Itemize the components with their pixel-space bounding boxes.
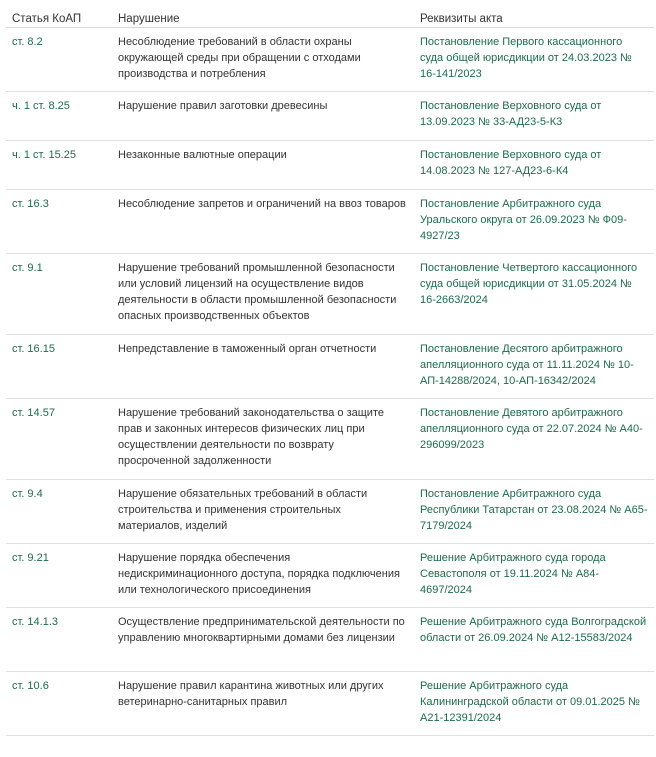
table-row [6,543,654,607]
violation-cell: Несоблюдение требований в области охраны окружающей среды при обращении с отходами производства и потребления [112,27,414,91]
article-cell: ч. 1 ст. 15.25 [6,140,112,189]
article-cell: ст. 16.3 [6,189,112,253]
table-row [6,398,654,479]
table-row [6,140,654,189]
act-link[interactable]: Постановление Девятого арбитражного апелляционного суда от 22.07.2024 № А40-296099/2023 [414,398,654,479]
article-cell: ст. 16.15 [6,334,112,398]
article-cell: ст. 9.4 [6,479,112,543]
act-link[interactable]: Постановление Четвертого кассационного суда общей юрисдикции от 31.05.2024 № 16-2663/2024 [414,253,654,334]
article-cell: ст. 14.57 [6,398,112,479]
table-row [6,671,654,735]
act-link[interactable]: Постановление Десятого арбитражного апелляционного суда от 11.11.2024 № 10-АП-14288/2024, 10-АП-16342/2024 [414,334,654,398]
table-row [6,189,654,253]
article-cell: ст. 10.6 [6,671,112,735]
table-header-row [6,0,654,27]
act-link[interactable]: Решение Арбитражного суда Калининградской области от 09.01.2025 № А21-12391/2024 [414,671,654,735]
act-link[interactable]: Постановление Первого кассационного суда общей юрисдикции от 24.03.2023 № 16-141/2023 [414,27,654,91]
article-cell: ст. 14.1.3 [6,607,112,671]
header-act: Реквизиты акта [414,0,654,27]
act-link[interactable]: Решение Арбитражного суда города Севастополя от 19.11.2024 № А84-4697/2024 [414,543,654,607]
violation-cell: Нарушение обязательных требований в области строительства и применения строительных материалов, изделий [112,479,414,543]
article-cell: ч. 1 ст. 8.25 [6,91,112,140]
table-row [6,91,654,140]
act-link[interactable]: Постановление Арбитражного суда Республики Татарстан от 23.08.2024 № А65-7179/2024 [414,479,654,543]
header-violation: Нарушение [112,0,414,27]
header-article: Статья КоАП [6,0,112,27]
violation-cell: Несоблюдение запретов и ограничений на ввоз товаров [112,189,414,253]
table-row [6,479,654,543]
violation-cell: Нарушение правил карантина животных или других ветеринарно-санитарных правил [112,671,414,735]
violation-cell: Непредставление в таможенный орган отчетности [112,334,414,398]
act-link[interactable]: Решение Арбитражного суда Волгоградской области от 26.09.2024 № А12-15583/2024 [414,607,654,671]
article-cell: ст. 8.2 [6,27,112,91]
violation-cell: Нарушение требований промышленной безопасности или условий лицензий на осуществление видов деятельности в области промышленной безопасности опасных производственных объектов [112,253,414,334]
table-row [6,607,654,671]
article-cell: ст. 9.1 [6,253,112,334]
violation-cell: Осуществление предпринимательской деятельности по управлению многоквартирными домами без лицензии [112,607,414,671]
act-link[interactable]: Постановление Арбитражного суда Уральского округа от 26.09.2023 № Ф09-4927/23 [414,189,654,253]
violation-cell: Незаконные валютные операции [112,140,414,189]
violation-cell: Нарушение порядка обеспечения недискриминационного доступа, порядка подключения или технологического присоединения [112,543,414,607]
violation-cell: Нарушение требований законодательства о защите прав и законных интересов физических лиц при осуществлении деятельности по возврату просроченной задолженности [112,398,414,479]
act-link[interactable]: Постановление Верховного суда от 14.08.2023 № 127-АД23-6-К4 [414,140,654,189]
table-row [6,253,654,334]
koap-violations-table [6,0,654,736]
act-link[interactable]: Постановление Верховного суда от 13.09.2023 № 33-АД23-5-К3 [414,91,654,140]
table-row [6,27,654,91]
violation-cell: Нарушение правил заготовки древесины [112,91,414,140]
table-row [6,334,654,398]
article-cell: ст. 9.21 [6,543,112,607]
